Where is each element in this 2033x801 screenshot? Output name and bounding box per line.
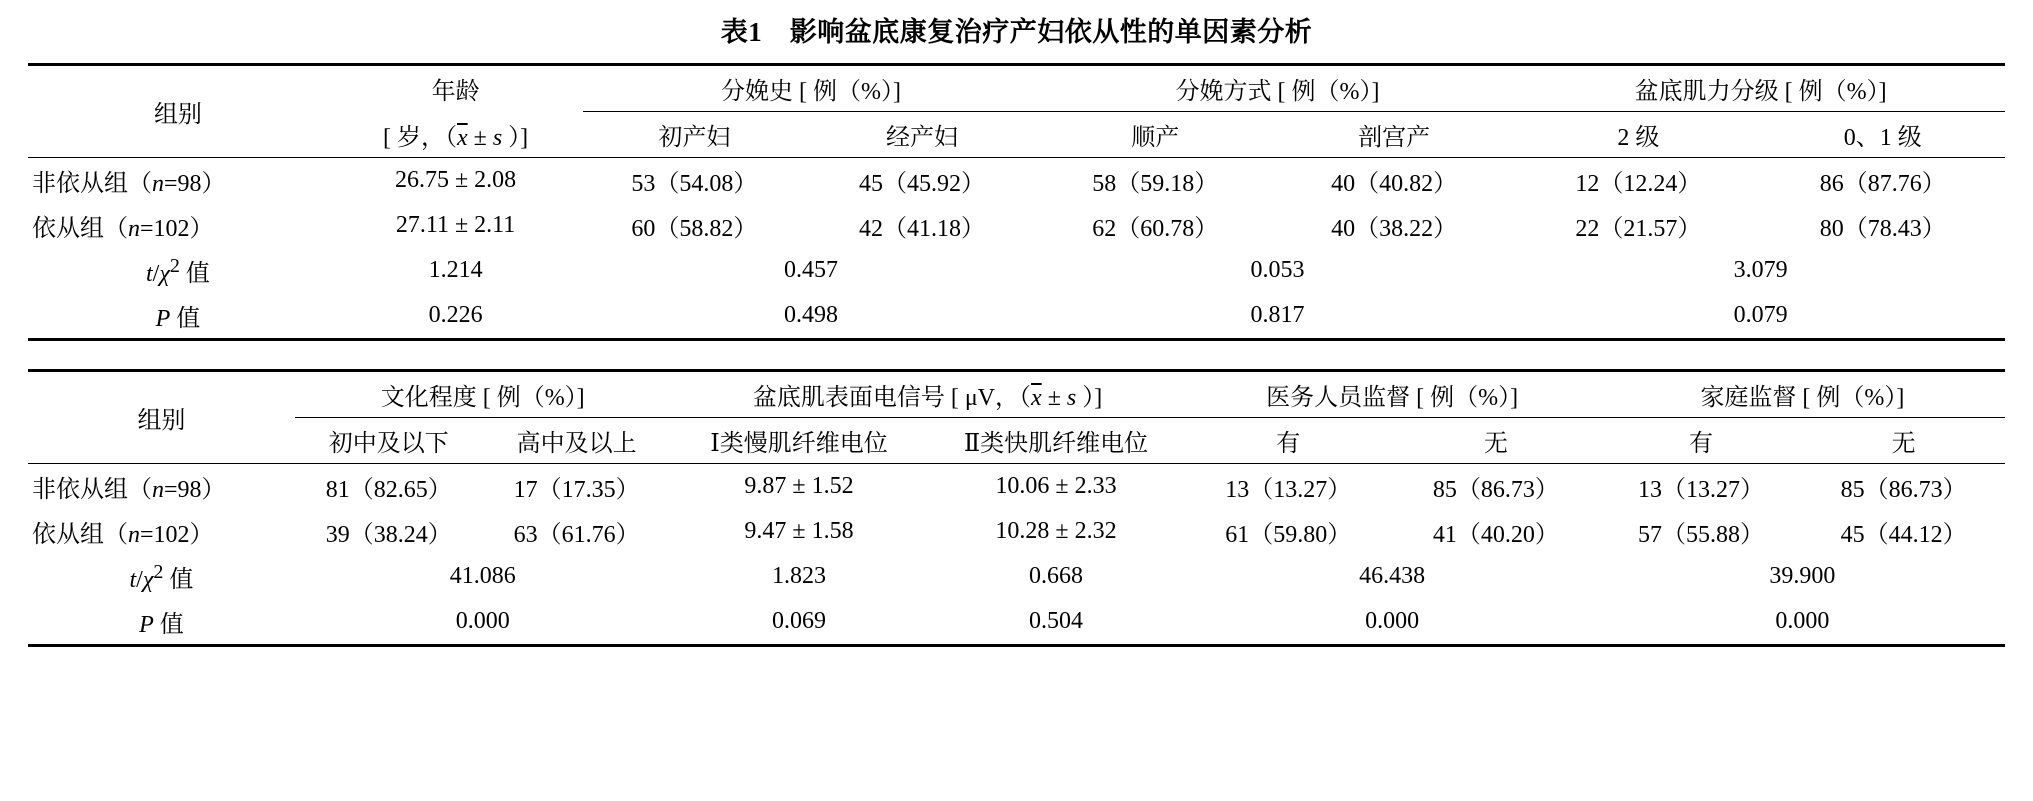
cell-family-no: 85（86.73）	[1802, 464, 2005, 510]
table-row	[28, 203, 2005, 248]
header-group: 组别	[28, 65, 328, 158]
cell-family-yes: 13（13.27）	[1600, 464, 1803, 510]
subheader-staff-no: 无	[1483, 431, 1508, 457]
row-label-compliant: 依从组（n=102）	[32, 522, 214, 548]
table-gap	[28, 341, 2005, 363]
table-row-test-statistic	[28, 248, 2005, 293]
p-pelvic-grade: 0.079	[1516, 293, 2005, 340]
p-delivery-mode: 0.817	[1039, 293, 1517, 340]
stat-education: 41.086	[449, 563, 516, 589]
univariate-analysis-table-part1	[28, 63, 2005, 341]
cell-junior-high-or-below: 81（82.65）	[295, 464, 483, 510]
table-header-row-top	[28, 65, 2005, 112]
cell-vaginal: 58（59.18）	[1039, 158, 1272, 204]
p-family-supervision: 0.000	[1600, 599, 2005, 646]
subheader-grade-2: 2 级	[1617, 125, 1660, 151]
table-row	[28, 509, 2005, 554]
table2-header-row-top	[28, 371, 2005, 418]
cell-cesarean: 40（38.22）	[1331, 216, 1458, 242]
row-label-noncompliant: 非依从组（n=98）	[28, 464, 295, 510]
cell-staff-no: 41（40.20）	[1432, 522, 1559, 548]
stat-pelvic-grade: 3.079	[1733, 257, 1788, 283]
cell-family-yes: 57（55.88）	[1637, 522, 1764, 548]
row-label-p-value: P 值	[28, 293, 328, 340]
table-row-p-value	[28, 293, 2005, 340]
p-delivery-history: 0.498	[583, 293, 1038, 340]
table-row	[28, 158, 2005, 204]
cell-staff-yes: 61（59.80）	[1225, 522, 1352, 548]
subheader-type1-slow-fiber: Ⅰ类慢肌纤维电位	[710, 431, 888, 457]
row-label-compliant: 依从组（n=102）	[32, 216, 214, 242]
cell-primipara: 53（54.08）	[583, 158, 805, 204]
cell-senior-high-or-above: 17（17.35）	[483, 464, 671, 510]
subheader-multipara: 经产妇	[886, 125, 959, 151]
header-group: 组别	[28, 371, 295, 464]
cell-multipara: 45（45.92）	[805, 158, 1038, 204]
table-row-test-statistic	[28, 554, 2005, 599]
subheader-family-no: 无	[1891, 431, 1916, 457]
cell-staff-no: 85（86.73）	[1392, 464, 1600, 510]
p-staff-supervision: 0.000	[1185, 599, 1600, 646]
p-education: 0.000	[295, 599, 671, 646]
stat-emg-type2: 0.668	[1029, 563, 1084, 589]
cell-primipara: 60（58.82）	[631, 216, 758, 242]
cell-age: 27.11 ± 2.11	[395, 212, 516, 238]
cell-junior-high-or-below: 39（38.24）	[325, 522, 452, 548]
cell-grade-0-1: 80（78.43）	[1819, 216, 1946, 242]
header-emg-signal: 盆底肌表面电信号 [ μV，（$\overline{x} \pm s$ ）]	[671, 371, 1185, 418]
subheader-vaginal-delivery: 顺产	[1131, 125, 1180, 151]
stat-delivery-history: 0.457	[783, 257, 838, 283]
row-label-test-statistic: $t/\chi^2$ 值	[129, 561, 194, 593]
p-age: 0.226	[328, 293, 583, 340]
header-age: 年龄	[328, 65, 583, 112]
cell-multipara: 42（41.18）	[859, 216, 986, 242]
table-row	[28, 464, 2005, 510]
cell-type2-fast-fiber: 10.28 ± 2.32	[995, 518, 1117, 544]
stat-delivery-mode: 0.053	[1250, 257, 1305, 283]
cell-grade-0-1: 86（87.76）	[1761, 158, 2005, 204]
stat-emg-type1: 1.823	[772, 563, 827, 589]
table-caption: 表1 影响盆底康复治疗产妇依从性的单因素分析	[720, 17, 1313, 47]
cell-age: 26.75 ± 2.08	[328, 158, 583, 204]
cell-family-no: 45（44.12）	[1840, 522, 1967, 548]
subheader-type2-fast-fiber: Ⅱ类快肌纤维电位	[963, 431, 1149, 457]
cell-vaginal: 62（60.78）	[1092, 216, 1219, 242]
subheader-staff-yes: 有	[1276, 431, 1301, 457]
cell-staff-yes: 13（13.27）	[1185, 464, 1393, 510]
header-education: 文化程度 [ 例（%）]	[295, 371, 671, 418]
subheader-family-yes: 有	[1688, 431, 1713, 457]
header-staff-supervision: 医务人员监督 [ 例（%）]	[1185, 371, 1600, 418]
p-emg-type2: 0.504	[928, 599, 1185, 646]
subheader-grade-0-1: 0、1 级	[1843, 125, 1922, 151]
subheader-cesarean: 剖宫产	[1358, 125, 1431, 151]
subheader-senior-high-or-above: 高中及以上	[516, 431, 637, 457]
univariate-analysis-table-part2	[28, 369, 2005, 647]
p-emg-type1: 0.069	[671, 599, 928, 646]
row-label-p-value: P 值	[28, 599, 295, 646]
subheader-junior-high-or-below: 初中及以下	[328, 431, 449, 457]
cell-grade-2: 22（21.57）	[1575, 216, 1702, 242]
header-delivery-history: 分娩史 [ 例（%）]	[583, 65, 1038, 112]
cell-cesarean: 40（40.82）	[1272, 158, 1516, 204]
cell-type1-slow-fiber: 9.87 ± 1.52	[671, 464, 928, 510]
row-label-noncompliant: 非依从组（n=98）	[28, 158, 328, 204]
header-family-supervision: 家庭监督 [ 例（%）]	[1600, 371, 2005, 418]
subheader-primipara: 初产妇	[658, 125, 731, 151]
cell-type2-fast-fiber: 10.06 ± 2.33	[928, 464, 1185, 510]
row-label-test-statistic: $t/\chi^2$ 值	[145, 255, 210, 287]
cell-type1-slow-fiber: 9.47 ± 1.58	[744, 518, 854, 544]
header-age-unit: [ 岁，（$\overline{x} \pm s$ ）]	[383, 124, 529, 151]
table-row-p-value	[28, 599, 2005, 646]
stat-age: 1.214	[428, 257, 483, 283]
stat-family-supervision: 39.900	[1769, 563, 1836, 589]
cell-grade-2: 12（12.24）	[1516, 158, 1760, 204]
cell-senior-high-or-above: 63（61.76）	[513, 522, 640, 548]
stat-staff-supervision: 46.438	[1359, 563, 1426, 589]
header-delivery-mode: 分娩方式 [ 例（%）]	[1039, 65, 1517, 112]
header-pelvic-muscle-grade: 盆底肌力分级 [ 例（%）]	[1516, 65, 2005, 112]
table2-header-row-sub	[28, 418, 2005, 464]
